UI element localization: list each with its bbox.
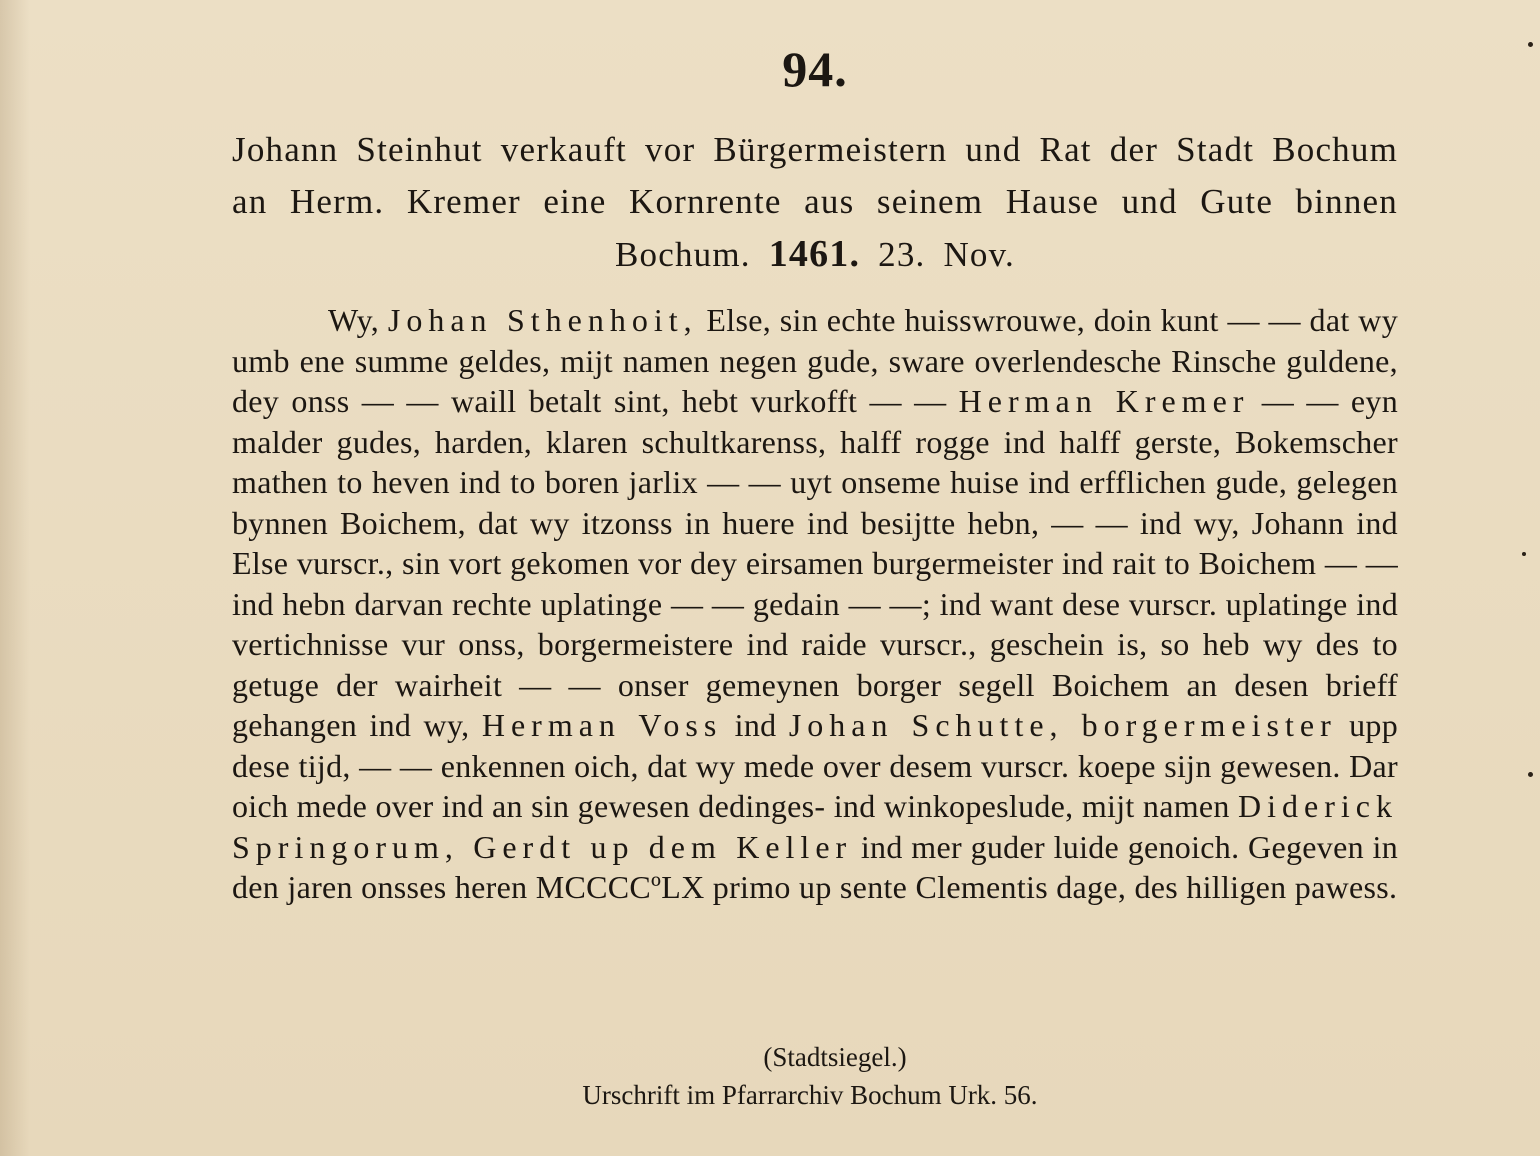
roman-date: MCCCCºLX primo [535,869,791,905]
charter-part-4: upp dese tijd, — — enkennen oich, dat wy mede over desem vurscr. koepe sijn gewesen. Dar oich mede over ind an sin gewesen dedinges- ind winkopeslude, mijt namen [232,707,1399,824]
charter-part-3: ind [722,707,789,743]
charter-part-1: Else, sin echte huisswrouwe, doin kunt — — dat wy umb ene summe geldes, mijt namen negen gude, sware overlendesche Rinsche guldene, dey onss — — waill betalt sint, hebt vurkofft — — [232,302,1399,419]
ink-speck [1528,772,1533,777]
name-herman-kremer: Herman Kremer [958,383,1250,419]
charter-part-5: ind mer guder luide genoich. Gegeven in den jaren onsses heren [232,828,1399,905]
name-herman-voss: Herman Voss [481,707,723,743]
document-footer [0,1038,1540,1114]
source-note: Urschrift im Pfarrarchiv Bochum Urk. 56. [582,1080,1038,1110]
name-diderick-springorum: Diderick Springorum, Gerdt up dem Keller [232,788,1398,865]
heading-year: 1461. [768,233,861,275]
charter-part-6: up sente Clementis dage, des hilligen pawess. [790,869,1398,905]
name-johan-sthenhoit: Johan Sthenhoit, [387,302,698,338]
charter-text [232,300,1398,908]
seal-note: (Stadtsiegel.) [763,1042,907,1072]
heading-summary: Johann Steinhut verkauft vor Bürgermeistern und Rat der Stadt Bochum an Herm. Kremer eine Kornrente aus seinem Hause und Gute binnen Bochum. [232,130,1398,274]
document-number: 94. [782,41,848,97]
heading-date: 23. Nov. [878,235,1016,274]
charter-part-2: — — eyn malder gudes, harden, klaren schultkarenss, halff rogge ind halff gerste, Bokemscher mathen to heven ind to boren jarlix — — uyt onseme huise ind erfflichen gude, gelegen bynnen Boichem, dat wy itzonss in huere ind besijtte hebn, — — ind wy, Johann ind Else vurscr., sin vort gekomen vor dey eirsamen burgermeister ind rait to Boichem — — ind hebn darvan rechte uplatinge — — gedain — —; ind want dese vurscr. uplatinge ind vertichnisse vur onss, borgermeistere ind raide vurscr., geschein is, so heb wy des to getuge der wairheit — — onser gemeynen borger segell Boichem an desen brieff gehangen ind wy, [232,383,1399,743]
document-heading [232,124,1398,281]
ink-speck [1522,552,1526,556]
ink-speck [1528,42,1533,47]
name-johan-schutte: Johan Schutte, borgermeister [788,707,1337,743]
charter-opening: Wy, [328,302,380,338]
